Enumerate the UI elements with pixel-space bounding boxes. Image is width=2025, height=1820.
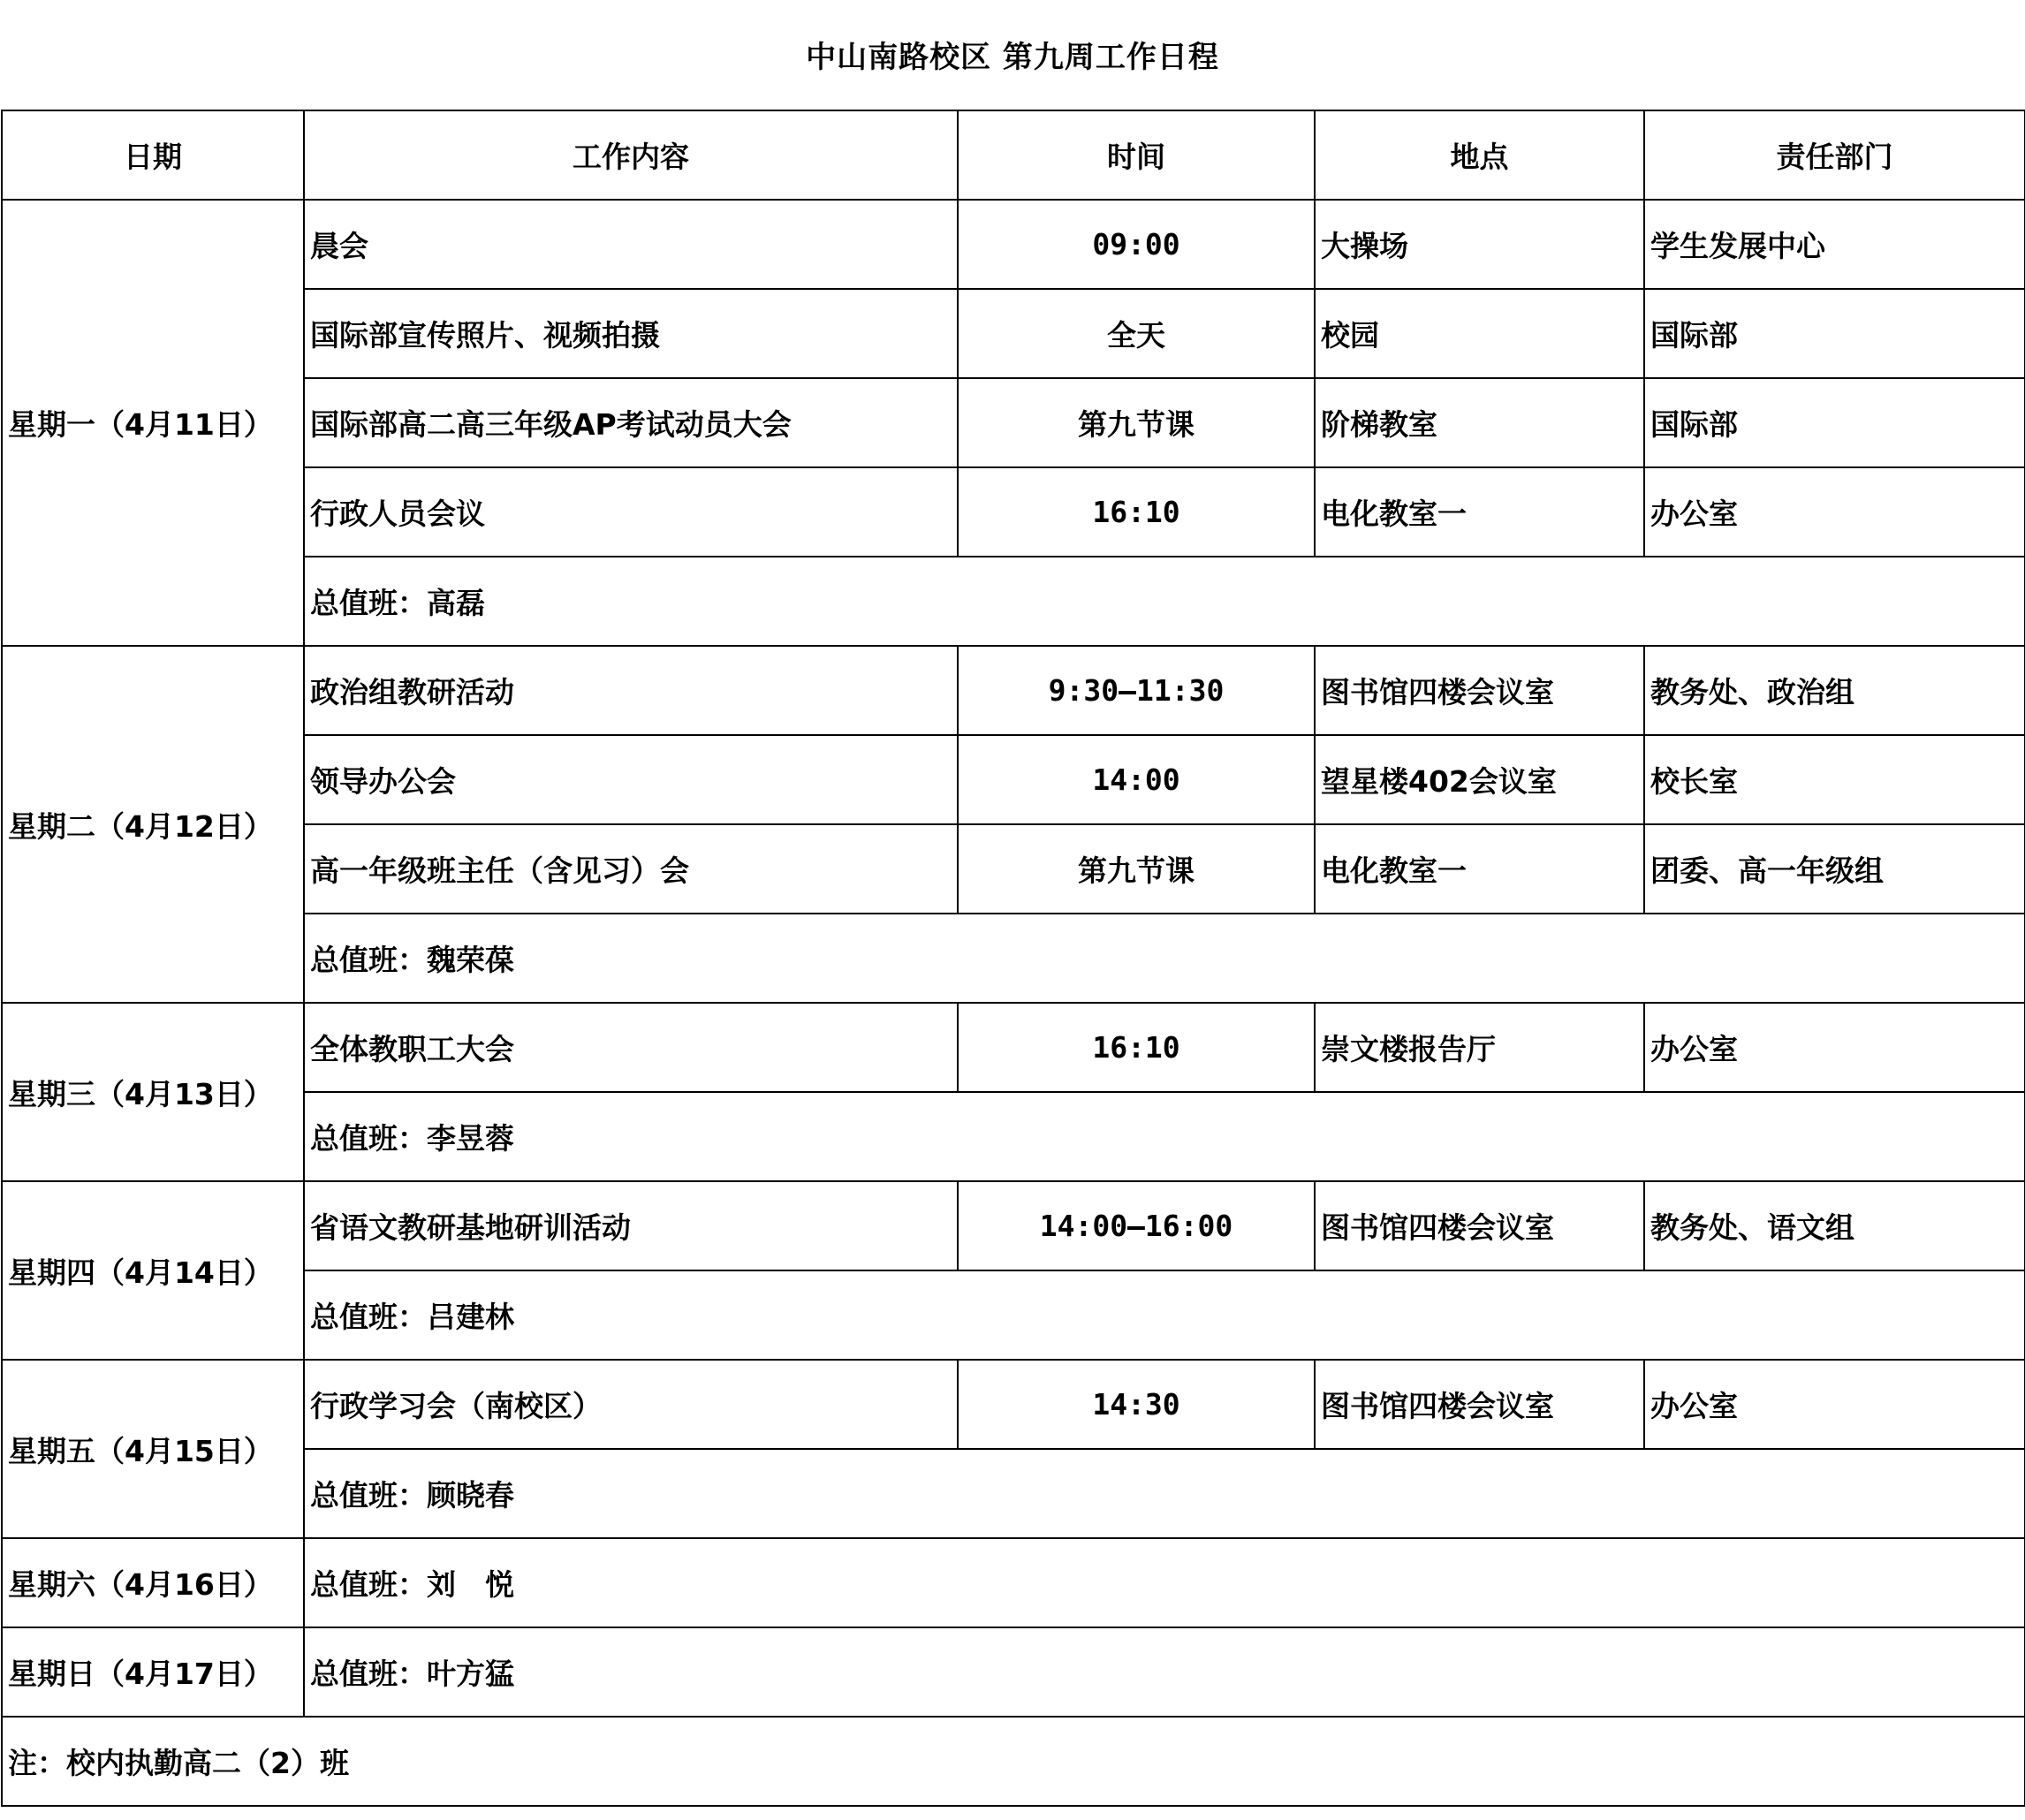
- event-content: 行政学习会（南校区）: [304, 1360, 958, 1449]
- event-place: 电化教室一: [1315, 467, 1644, 557]
- event-content: 领导办公会: [304, 735, 958, 824]
- page-title: 中山南路校区 第九周工作日程: [806, 40, 1219, 75]
- table-row: [2, 289, 2025, 378]
- duty-row: [2, 557, 2025, 646]
- table-row: [2, 735, 2025, 824]
- event-place: 阶梯教室: [1315, 378, 1644, 467]
- day-date-cell: 星期三（4月13日）: [2, 1003, 304, 1181]
- duty-cell: 总值班：李昱蓉: [304, 1092, 2025, 1181]
- event-dept: 学生发展中心: [1644, 200, 2025, 289]
- event-content: 国际部宣传照片、视频拍摄: [304, 289, 958, 378]
- event-content: 晨会: [304, 200, 958, 289]
- event-dept: 教务处、政治组: [1644, 646, 2025, 735]
- duty-cell: 总值班：吕建林: [304, 1270, 2025, 1360]
- header-content: 工作内容: [304, 110, 958, 200]
- event-place: 校园: [1315, 289, 1644, 378]
- table-row: [2, 1360, 2025, 1449]
- duty-row: [2, 1092, 2025, 1181]
- table-row: [2, 200, 2025, 289]
- event-content: 行政人员会议: [304, 467, 958, 557]
- day-date-cell: 星期五（4月15日）: [2, 1360, 304, 1538]
- header-row: [2, 110, 2025, 200]
- table-row: [2, 467, 2025, 557]
- day-date-cell: 星期四（4月14日）: [2, 1181, 304, 1360]
- event-place: 图书馆四楼会议室: [1315, 646, 1644, 735]
- duty-cell: 总值班：高磊: [304, 557, 2025, 646]
- event-content: 国际部高二高三年级AP考试动员大会: [304, 378, 958, 467]
- event-dept: 国际部: [1644, 378, 2025, 467]
- event-time: 第九节课: [958, 378, 1315, 467]
- table-row: [2, 646, 2025, 735]
- event-dept: 办公室: [1644, 1360, 2025, 1449]
- day-date-cell: 星期二（4月12日）: [2, 646, 304, 1003]
- event-dept: 校长室: [1644, 735, 2025, 824]
- duty-row: [2, 914, 2025, 1003]
- event-time: 14:00: [958, 735, 1315, 824]
- event-dept: 办公室: [1644, 1003, 2025, 1092]
- header-time: 时间: [958, 110, 1315, 200]
- header-place: 地点: [1315, 110, 1644, 200]
- event-content: 省语文教研基地研训活动: [304, 1181, 958, 1270]
- event-dept: 办公室: [1644, 467, 2025, 557]
- event-place: 电化教室一: [1315, 824, 1644, 914]
- event-place: 大操场: [1315, 200, 1644, 289]
- header-dept: 责任部门: [1644, 110, 2025, 200]
- duty-cell: 总值班：顾晓春: [304, 1449, 2025, 1538]
- duty-cell: 总值班：刘 悦: [304, 1538, 2025, 1627]
- event-time: 14:30: [958, 1360, 1315, 1449]
- table-row: [2, 824, 2025, 914]
- schedule-table: [1, 110, 2025, 1807]
- event-time: 第九节课: [958, 824, 1315, 914]
- event-dept: 国际部: [1644, 289, 2025, 378]
- event-dept: 教务处、语文组: [1644, 1181, 2025, 1270]
- table-row: [2, 1003, 2025, 1092]
- header-date: 日期: [2, 110, 304, 200]
- event-place: 崇文楼报告厅: [1315, 1003, 1644, 1092]
- duty-cell: 总值班：叶方猛: [304, 1627, 2025, 1717]
- day-date-cell: 星期一（4月11日）: [2, 200, 304, 646]
- duty-row: [2, 1270, 2025, 1360]
- event-place: 望星楼402会议室: [1315, 735, 1644, 824]
- note-row: [2, 1717, 2025, 1806]
- table-row: [2, 1538, 2025, 1627]
- event-time: 全天: [958, 289, 1315, 378]
- event-content: 全体教职工大会: [304, 1003, 958, 1092]
- event-content: 高一年级班主任（含见习）会: [304, 824, 958, 914]
- event-place: 图书馆四楼会议室: [1315, 1360, 1644, 1449]
- event-time: 16:10: [958, 1003, 1315, 1092]
- event-time: 16:10: [958, 467, 1315, 557]
- event-content: 政治组教研活动: [304, 646, 958, 735]
- table-row: [2, 1627, 2025, 1717]
- note-cell: 注：校内执勤高二（2）班: [2, 1717, 2025, 1806]
- table-row: [2, 378, 2025, 467]
- day-date-cell: 星期日（4月17日）: [2, 1627, 304, 1717]
- duty-row: [2, 1449, 2025, 1538]
- event-place: 图书馆四楼会议室: [1315, 1181, 1644, 1270]
- table-row: [2, 1181, 2025, 1270]
- event-time: 14:00—16:00: [958, 1181, 1315, 1270]
- event-dept: 团委、高一年级组: [1644, 824, 2025, 914]
- event-time: 09:00: [958, 200, 1315, 289]
- duty-cell: 总值班：魏荣葆: [304, 914, 2025, 1003]
- event-time: 9:30—11:30: [958, 646, 1315, 735]
- day-date-cell: 星期六（4月16日）: [2, 1538, 304, 1627]
